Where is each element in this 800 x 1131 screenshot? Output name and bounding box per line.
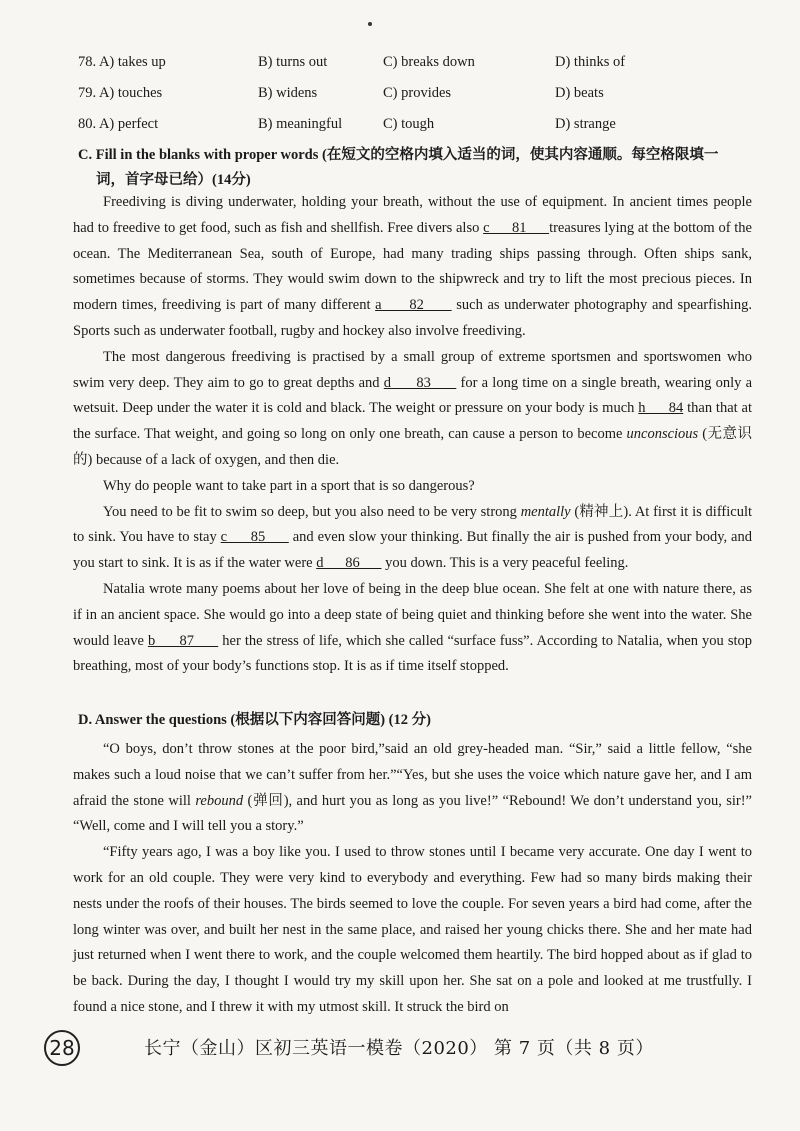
paragraph: “Fifty years ago, I was a boy like you. I used to throw stones until I became very accurate. One day I went to work for an old couple. They were very kind to everybody and everything. Few had so many birds making their nests under the roofs of their houses. The birds seemed to love the couple. For seven years a bird had come, after the long winter was over, and built her nest in the same place, and raised her young chicks there. She and her mate had just returned when I went there to work, and the couple welcomed them heartily. The bird hopped about as if glad to be back. During the day, I thought I would try my skill upon her. She sat on a pole and looked at me trustfully. I found a nice stone, and I threw it with my utmost skill. It struck the bird on <box>73 844 752 1015</box>
option-row-79 <box>78 81 778 112</box>
section-c-heading: C. Fill in the blanks with proper words (在短文的空格内填入适当的词，使其内容通顺。每空格限填一 词，首字母已给）(14分) <box>78 147 719 188</box>
option-b: B) widens <box>258 85 318 101</box>
blank-83: d 83 <box>383 374 457 391</box>
multiple-choice-options <box>78 50 778 143</box>
option-a: A) perfect <box>98 116 159 132</box>
paragraph: “O boys, don’t throw stones at the poor bird,”said an old grey-headed man. “Sir,” said a little fellow, “she makes such a loud noise that we can’t suffer from her.”“Yes, but she uses the voice which nature gave her, and I am afraid the stone will rebound (弹回), and hurt you as long as you live!” “Rebound! We don’t understand you, sir!” “Well, come and I will tell you a story.” <box>73 741 752 835</box>
page-circle-number: 28 <box>44 1030 80 1066</box>
section-d-heading: D. Answer the questions (根据以下内容回答问题) (12 分) <box>78 712 431 728</box>
option-d: D) strange <box>555 116 616 132</box>
option-d: D) beats <box>555 85 604 101</box>
option-row-78 <box>78 50 778 81</box>
option-b: B) turns out <box>258 54 328 70</box>
option-b: B) meaningful <box>258 116 343 132</box>
paragraph: Freediving is diving underwater, holding your breath, without the use of equipment. In ancient times people had to freedive to get food, such as fish and shellfish. Free divers also c 81 treasures lying at the bottom of the ocean. The Mediterranean Sea, south of Europe, had many trading ships passing through. Often ships sank, sometimes because of storms. They would swim down to the shipwreck and try to lift the most precious pieces. In modern times, freediving is part of many different a 82 such as underwater photography and spearfishing. Sports such as underwater football, rugby and hockey also involve freediving. <box>73 194 753 339</box>
page-footer <box>44 1030 764 1070</box>
paragraph: Natalia wrote many poems about her love of being in the deep blue ocean. She felt at one with nature there, as if in an ancient space. She would go into a deep state of being quiet and thinking before she went into the water. She would leave b 87 her the stress of life, which she called “surface fuss”. According to Natalia, when you stop breathing, most of your body’s functions stop. It is as if time itself stopped. <box>73 580 752 675</box>
option-a: A) touches <box>98 85 163 101</box>
footer-title: 长宁（金山）区初三英语一模卷（2020） 第 7 页（共 8 页） <box>144 1038 654 1059</box>
blank-86: d 86 <box>316 555 382 572</box>
blank-84: h 84 <box>638 400 684 417</box>
question-number: 80. <box>78 116 97 132</box>
scan-dot <box>368 22 372 26</box>
paragraph: Why do people want to take part in a sport that is so dangerous? <box>103 477 475 494</box>
option-a: A) takes up <box>98 54 166 70</box>
option-d: D) thinks of <box>555 54 626 70</box>
section-c-passage <box>73 190 752 680</box>
section-d-passage <box>73 737 752 1021</box>
blank-85: c 85 <box>220 529 289 546</box>
blank-81: c 81 <box>483 219 550 236</box>
option-row-80 <box>78 112 778 143</box>
option-c: C) breaks down <box>383 54 475 70</box>
question-number: 78. <box>78 54 97 70</box>
blank-87: b 87 <box>147 632 219 649</box>
option-c: C) provides <box>383 85 452 101</box>
option-c: C) tough <box>383 116 435 132</box>
paragraph: The most dangerous freediving is practised by a small group of extreme sportsmen and sportswomen who swim very deep. They aim to go to great depths and d 83 for a long time on a single breath, wearing only a wetsuit. Deep under the water it is cold and black. The weight or pressure on your body is much h 84 than that at the surface. That weight, and going so long on only one breath, can cause a person to become unconscious (无意识的) because of a lack of oxygen, and then die. <box>73 348 753 468</box>
blank-82: a 82 <box>375 297 452 314</box>
question-number: 79. <box>78 85 97 101</box>
paragraph: You need to be fit to swim so deep, but you also need to be very strong mentally (精神上). At first it is difficult to sink. You have to stay c 85 and even slow your thinking. But finally the air is pushed from your body, and you start to sink. It is as if the water were d 86 you down. This is a very peaceful feeling. <box>73 503 752 572</box>
